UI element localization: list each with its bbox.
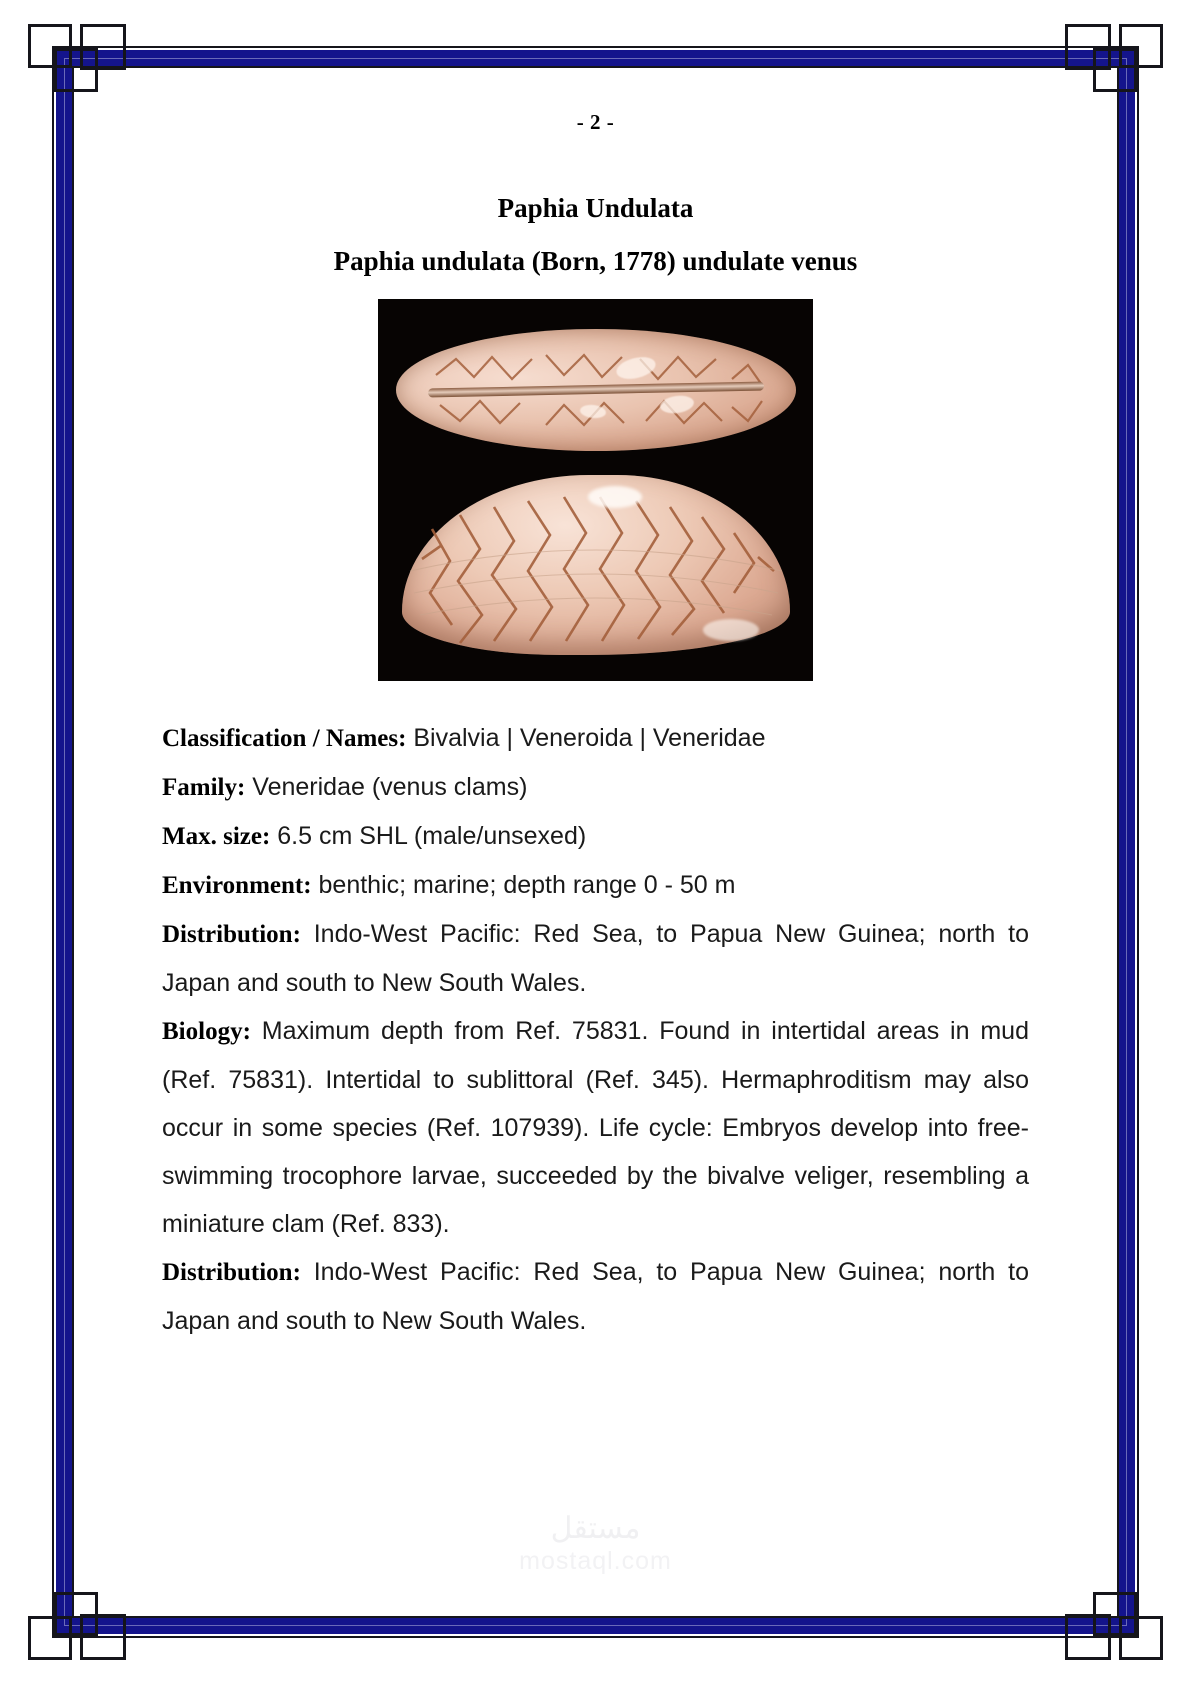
field-value: Veneridae (venus clams) [252, 773, 528, 802]
shell-valve-view [402, 475, 790, 655]
shell-gloss-highlight [703, 619, 759, 641]
paragraph-value: Indo-West Pacific: Red Sea, to Papua New Guinea; north to Japan and south to New South Wales. [162, 920, 1029, 998]
paragraph-label: Distribution: [162, 921, 301, 949]
paragraph-value: Indo-West Pacific: Red Sea, to Papua New Guinea; north to Japan and south to New South Wales. [162, 1258, 1029, 1336]
paragraph-label: Biology: [162, 1018, 251, 1046]
page-number: - 2 - [576, 110, 615, 134]
shell-hinge-view [396, 329, 796, 451]
field-label: Environment: [162, 872, 312, 900]
shell-gloss-highlight [588, 486, 642, 508]
field-environment [162, 861, 1029, 910]
watermark-url: mostaql.com [519, 1547, 672, 1575]
species-data-list [162, 714, 1029, 1345]
paragraph-biology [162, 1007, 1029, 1248]
corner-motif-top-left-inner [54, 48, 98, 92]
corner-motif-bottom-right-inner [1093, 1592, 1137, 1636]
field-value: benthic; marine; depth range 0 - 50 m [318, 871, 736, 900]
title-block [162, 193, 1029, 277]
field-family [162, 763, 1029, 812]
field-value: 6.5 cm SHL (male/unsexed) [277, 822, 587, 851]
figure-wrapper [162, 299, 1029, 686]
paragraph-distribution-first [162, 910, 1029, 1007]
corner-motif-bottom-left-inner [54, 1592, 98, 1636]
corner-motif-top-right-inner [1093, 48, 1137, 92]
page-title: Paphia Undulata [497, 193, 694, 223]
page-content [100, 80, 1091, 1604]
field-label: Family: [162, 774, 246, 802]
watermark-logo: مستقل [550, 1512, 641, 1545]
page-subtitle: Paphia undulata (Born, 1778) undulate venus [333, 246, 858, 277]
field-label: Classification / Names: [162, 725, 407, 753]
field-max-size [162, 812, 1029, 861]
field-label: Max. size: [162, 823, 271, 851]
field-value: Bivalvia | Veneroida | Veneridae [413, 724, 766, 753]
paragraph-value: Maximum depth from Ref. 75831. Found in intertidal areas in mud (Ref. 75831). Intertidal to sublittoral (Ref. 345). Hermaphroditism may also occur in some species (Ref. 107939). Life cycle: Embryos develop into free-swimming trocophore larvae, succeeded by the bivalve veliger, resembling a miniature clam (Ref. 833). [162, 1017, 1029, 1239]
specimen-photo [378, 299, 813, 681]
paragraph-label: Distribution: [162, 1259, 301, 1287]
field-classification [162, 714, 1029, 763]
paragraph-distribution-second [162, 1248, 1029, 1345]
